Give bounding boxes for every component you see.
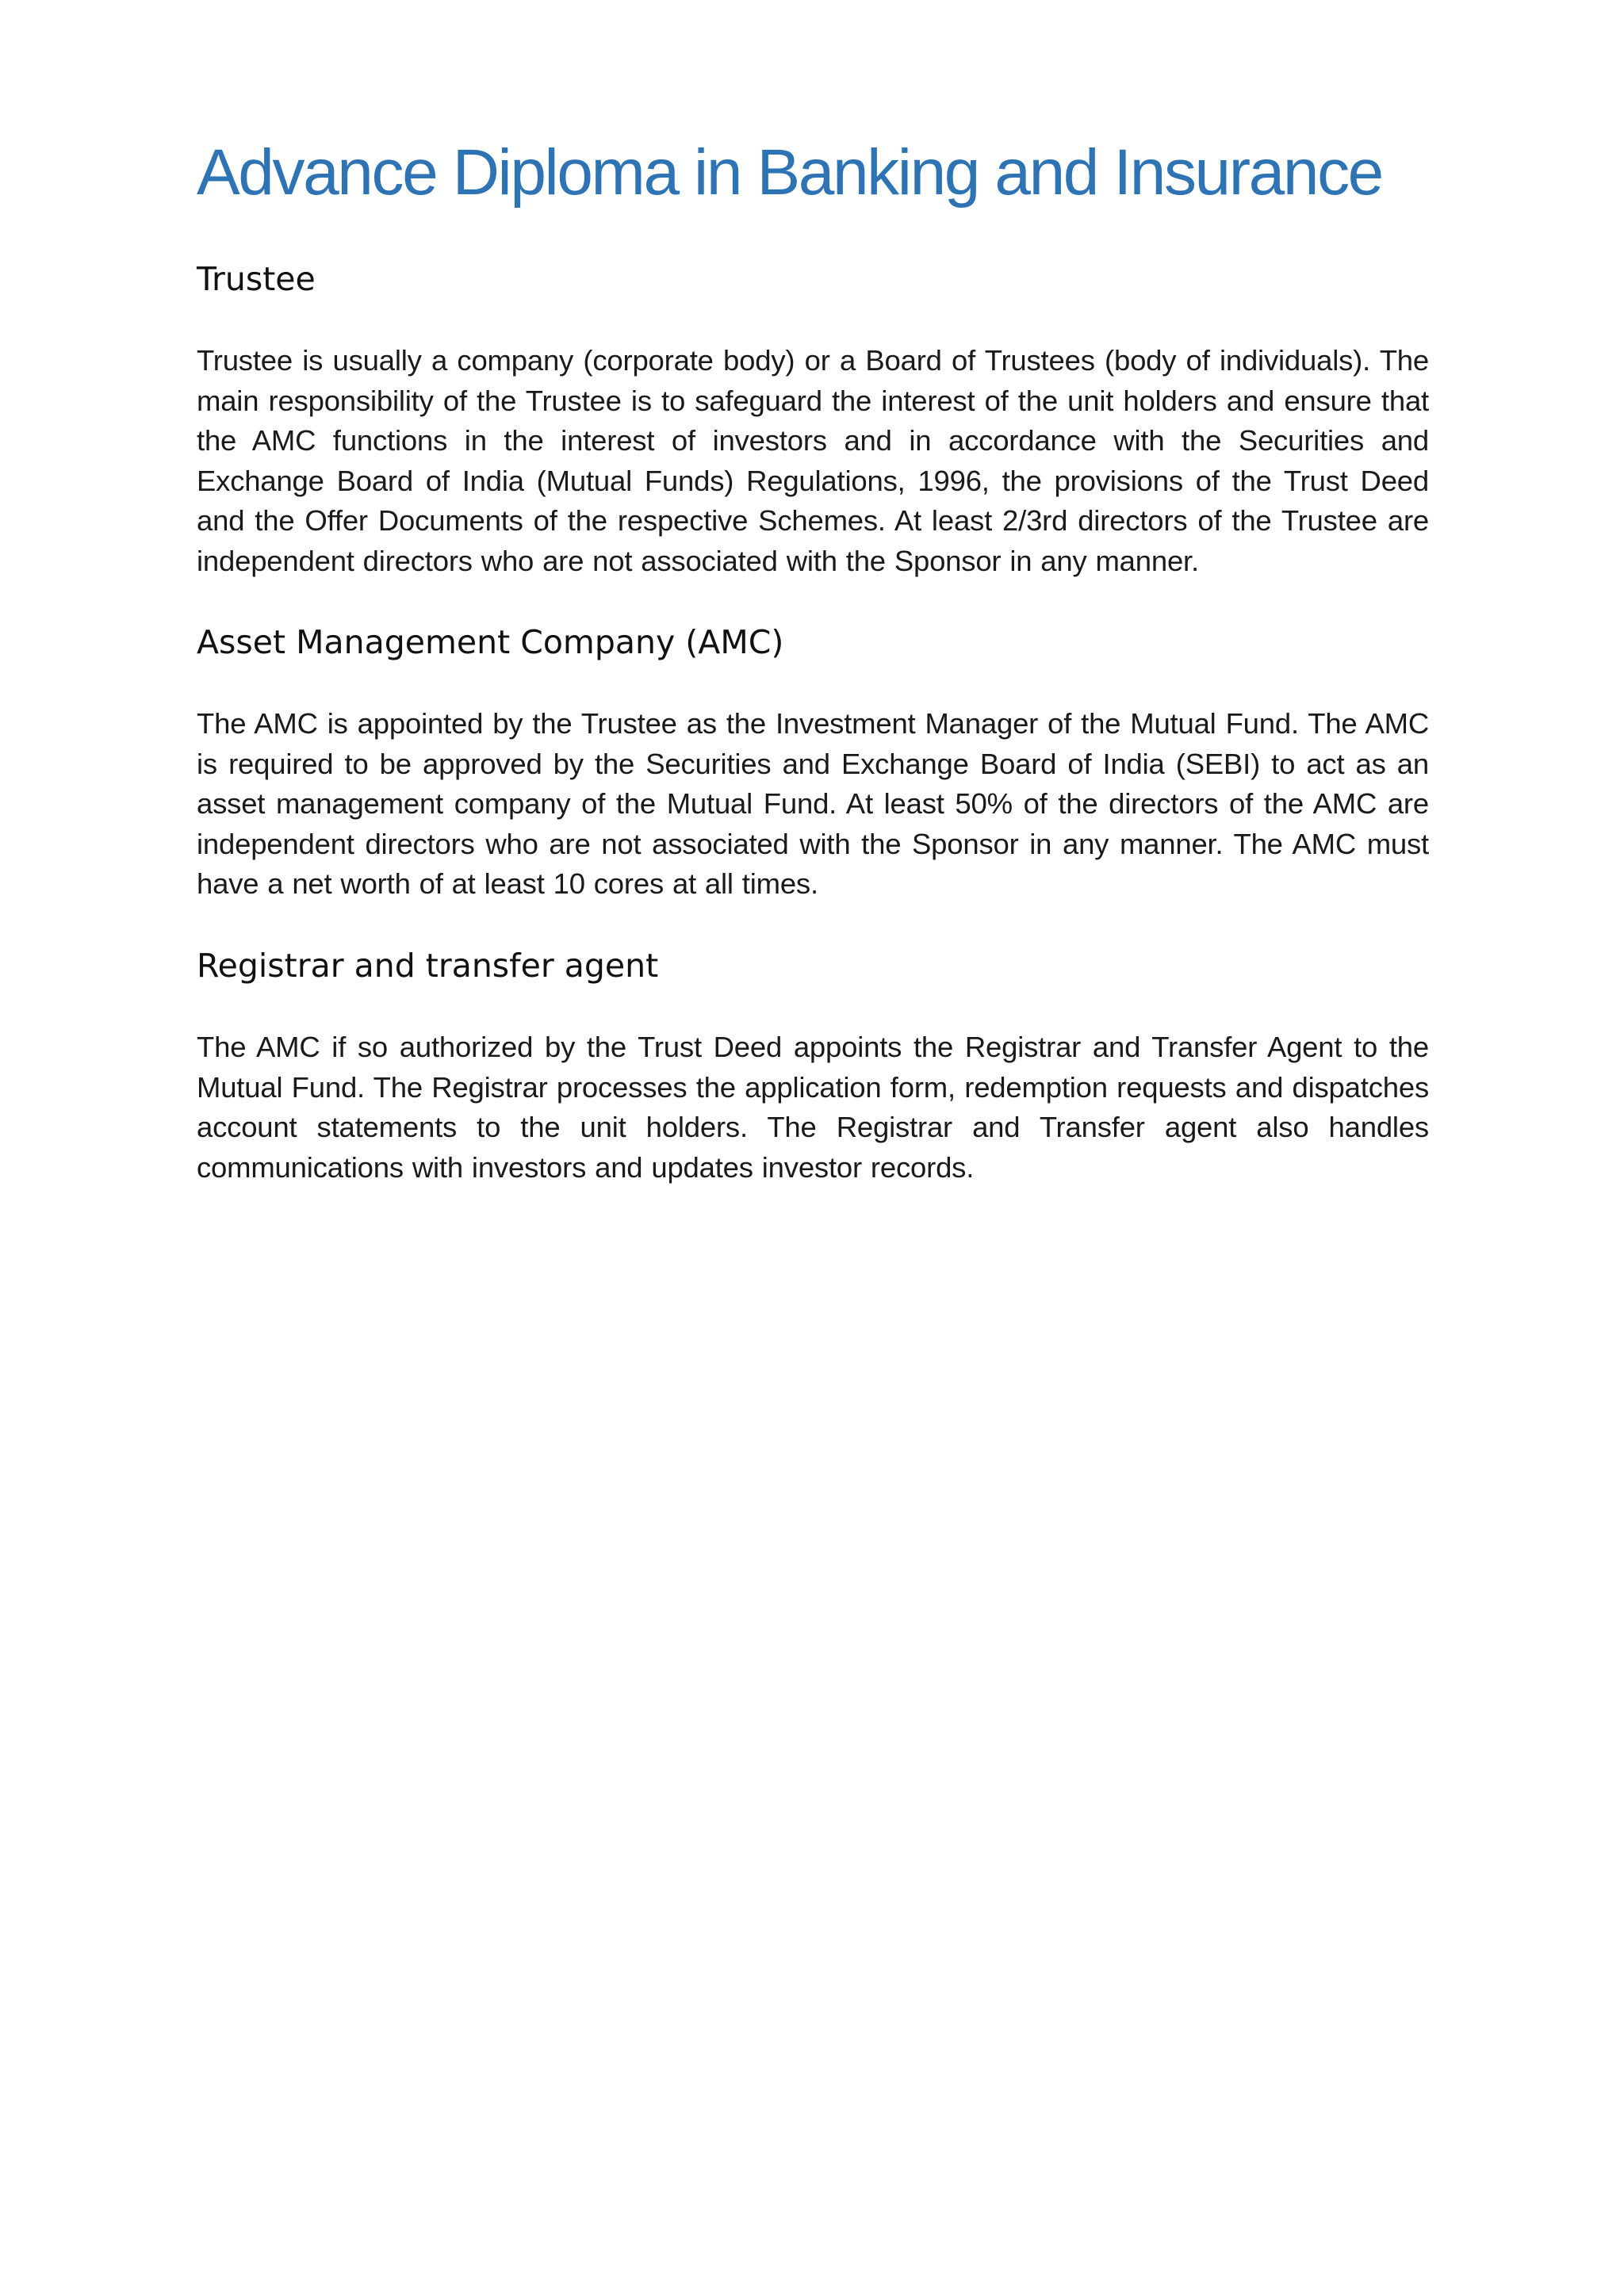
- section-heading-trustee: Trustee: [197, 260, 316, 298]
- section-body-registrar: The AMC if so authorized by the Trust Deed appoints the Registrar and Transfer Agent to the Mutual Fund. The Registrar processes the application form, redemption requests and dispatches account statements to the unit holders. The Registrar and Transfer agent also handles communications with investors and updates investor records.: [197, 1031, 1429, 1184]
- section-heading-registrar: Registrar and transfer agent: [197, 947, 659, 985]
- document-content: [197, 133, 1429, 1184]
- section-trustee: [197, 257, 1429, 582]
- section-body-trustee: Trustee is usually a company (corporate body) or a Board of Trustees (body of individuals). The main responsibility of the Trustee is to safeguard the interest of the unit holders and ensure that the AMC functions in the interest of investors and in accordance with the Securities and Exchange Board of India (Mutual Funds) Regulations, 1996, the provisions of the Trust Deed and the Offer Documents of the respective Schemes. At least 2/3rd directors of the Trustee are independent directors who are not associated with the Sponsor in any manner.: [197, 344, 1429, 577]
- document-title: Advance Diploma in Banking and Insurance: [197, 136, 1382, 209]
- section-heading-amc: Asset Management Company (AMC): [197, 623, 784, 661]
- section-registrar: [197, 943, 1429, 1188]
- section-body-amc: The AMC is appointed by the Trustee as the Investment Manager of the Mutual Fund. The AMC is required to be approved by the Securities and Exchange Board of India (SEBI) to act as an asset management company of the Mutual Fund. At least 50% of the directors of the AMC are independent directors who are not associated with the Sponsor in any manner. The AMC must have a net worth of at least 10 cores at all times.: [197, 707, 1429, 901]
- section-amc: [197, 620, 1429, 905]
